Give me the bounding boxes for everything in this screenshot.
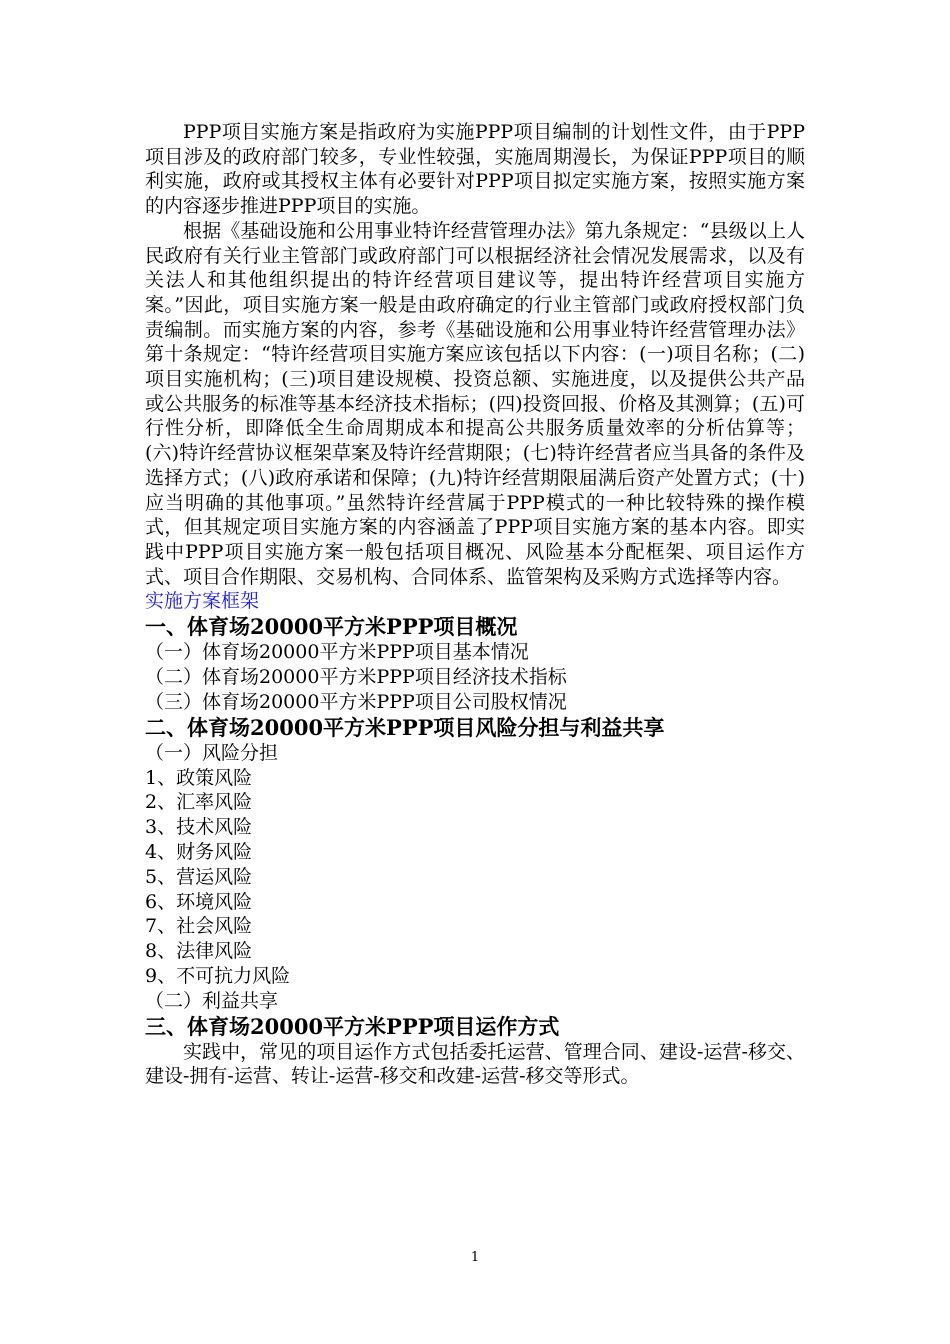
page-number: 1	[470, 1250, 480, 1265]
section-2-heading: 二、体育场20000平方米PPP项目风险分担与利益共享	[145, 714, 665, 740]
intro-paragraph-1: PPP项目实施方案是指政府为实施PPP项目编制的计划性文件，由于PPP项目涉及的政府部门较多，专业性较强，实施周期漫长，为保证PPP项目的顺利实施，政府或其授权主体有必要针对PPP项目拟定实施方案，按照实施方案的内容逐步推进PPP项目的实施。	[145, 121, 805, 218]
section-1-item: （三）体育场20000平方米PPP项目公司股权情况	[145, 690, 567, 713]
section-3-paragraph: 实践中，常见的项目运作方式包括委托运营、管理合同、建设-运营-移交、建设-拥有-运营、转让-运营-移交和改建-运营-移交等形式。	[145, 1040, 805, 1088]
document-body	[145, 120, 805, 1089]
risk-list-item: 8、法律风险	[145, 940, 253, 963]
framework-title: 实施方案框架	[145, 590, 260, 613]
section-1-heading: 一、体育场20000平方米PPP项目概况	[145, 614, 518, 640]
section-1-item: （一）体育场20000平方米PPP项目基本情况	[145, 641, 529, 664]
intro-paragraph-2: 根据《基础设施和公用事业特许经营管理办法》第九条规定：“县级以上人民政府有关行业主管部门或政府部门可以根据经济社会情况发展需求，以及有关法人和其他组织提出的特许经营项目建议等，提出特许经营项目实施方案。”因此，项目实施方案一般是由政府确定的行业主管部门或政府授权部门负责编制。而实施方案的内容，参考《基础设施和公用事业特许经营管理办法》第十条规定：“特许经营项目实施方案应该包括以下内容：(一)项目名称；(二)项目实施机构；(三)项目建设规模、投资总额、实施进度，以及提供公共产品或公共服务的标准等基本经济技术指标；(四)投资回报、价格及其测算；(五)可行性分析，即降低全生命周期成本和提高公共服务质量效率的分析估算等；(六)特许经营协议框架草案及特许经营期限；(七)特许经营者应当具备的条件及选择方式；(八)政府承诺和保障；(九)特许经营期限届满后资产处置方式；(十)应当明确的其他事项。”虽然特许经营属于PPP模式的一种比较特殊的操作模式，但其规定项目实施方案的内容涵盖了PPP项目实施方案的基本内容。即实践中PPP项目实施方案一般包括项目概况、风险基本分配框架、项目运作方式、项目合作期限、交易机构、合同体系、监管架构及采购方式选择等内容。	[145, 219, 805, 588]
section-3-heading: 三、体育场20000平方米PPP项目运作方式	[145, 1013, 560, 1039]
risk-list-item: 3、技术风险	[145, 816, 253, 839]
risk-list-item: 7、社会风险	[145, 915, 253, 938]
risk-list-item: 2、汇率风险	[145, 791, 253, 814]
risk-list-item: 1、政策风险	[145, 766, 253, 789]
risk-list-item: 4、财务风险	[145, 840, 253, 863]
risk-sharing-subheading: （一）风险分担	[145, 741, 279, 764]
risk-list-item: 6、环境风险	[145, 890, 253, 913]
risk-list-item: 9、不可抗力风险	[145, 964, 291, 987]
risk-list-item: 5、营运风险	[145, 865, 253, 888]
benefit-sharing-subheading: （二）利益共享	[145, 989, 279, 1012]
section-1-item: （二）体育场20000平方米PPP项目经济技术指标	[145, 666, 567, 689]
